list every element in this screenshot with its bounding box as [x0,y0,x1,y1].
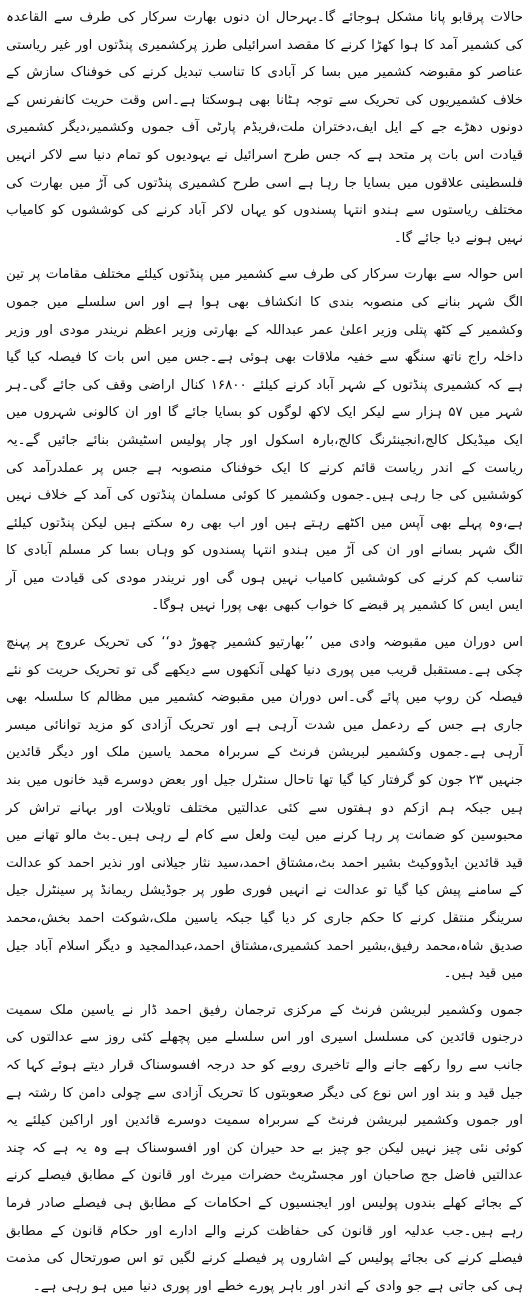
article-paragraph-4: جموں وکشمیر لبریشن فرنٹ کے مرکزی ترجمان رفیق احمد ڈار نے یاسین ملک سمیت درجنوں قائدین کی مسلسل اسیری اور اس سلسلے میں پچھلے کئی روز سے عدالتوں کی جانب سے روا رکھے جانے والے تاخیری رویے کو حد درجہ افسوسناک قرار دیتے ہوئے کہا کہ جیل قید و بند اور اس نوع کی دیگر صعوبتوں کا تحریک آزادی سے چولی دامن کا رشتہ ہے اور جموں وکشمیر لبریشن فرنٹ کے سربراہ سمیت دوسرے قائدین اور اراکین کیلئے یہ کوئی نئی چیز نہیں لیکن جو چیز بے حد حیران کن اور افسوسناک ہے وہ یہ ہے کہ چند عدالتیں فاضل جج صاحبان اور مجسٹریٹ حضرات میرٹ اور قانون کے مطابق فیصلے کرنے کے بجائے کھلے بندوں پولیس اور ایجنسیوں کے احکامات کے مطابق ہی فیصلے صادر فرما رہے ہیں۔جب عدلیہ اور قانون کی حفاظت کرنے والے ادارے اور حکام قانون کے مطابق فیصلے کرنے کی بجائے پولیس کے اشاروں پر فیصلے کرنے لگیں تو اس صورتحال کی مذمت ہی کی جاتی ہے جو وادی کے اندر اور باہر پورے خطے اور پوری دنیا میں ہو رہی ہے۔ [6,1002,523,1294]
article-paragraph-3: اس دوران میں مقبوضہ وادی میں ’’بھارتیو کشمیر چھوڑ دو‘‘ کی تحریک عروج پر پہنچ چکی ہے۔مستقبل قریب میں پوری دنیا کھلی آنکھوں سے دیکھے گی تو تحریک حریت کو نئے فیصلہ کن روپ میں پائے گی۔اس دوران میں مقبوضہ کشمیر میں مظالم کا سلسلہ بھی جاری ہے جس کے ردعمل میں شدت آرہی ہے اور تحریک آزادی کو مزید توانائی میسر آرہی ہے۔جموں وکشمیر لبریشن فرنٹ کے سربراہ محمد یاسین ملک اور دیگر قائدین جنہیں ۲۳ جون کو گرفتار کیا گیا تھا تاحال سنٹرل جیل اور بعض دوسرے قید خانوں میں بند ہیں جبکہ ہم ازکم دو ہفتوں سے کئی عدالتیں مختلف تاویلات اور بہانے تراش کر محبوسین کو ضمانت پر رہا کرنے میں لیت ولعل سے کام لے رہی ہیں۔بٹ مالو تھانے میں قید قائدین ایڈووکیٹ بشیر احمد بٹ،مشتاق احمد،سید نثار جیلانی اور نذیر احمد کو عدالت کے سامنے پیش کیا گیا تو عدالت نے انہیں فوری طور پر جوڈیشل ریمانڈ پر سینٹرل جیل سرینگر منتقل کرنے کا حکم جاری کر دیا گیا جبکہ یاسین ملک،شوکت احمد بخش،محمد صدیق شاہ،محمد رفیق،بشیر احمد کشمیری،مشتاق احمد،عبدالمجید و دیگر اسلام آباد جیل میں قید ہیں۔ [6,635,524,982]
article-paragraph-2: اس حوالہ سے بھارت سرکار کی طرف سے کشمیر میں پنڈتوں کیلئے مختلف مقامات پر تین الگ شہر بنانے کی منصوبہ بندی کا انکشاف بھی ہوا ہے اور اس سلسلے میں جموں وکشمیر کے کٹھ پتلی وزیر اعلیٰ عمر عبداللہ کے بھارتی وزیر اعظم نریندر مودی اور وزیر داخلہ راج ناتھ سنگھ سے خفیہ ملاقات بھی ہوئی ہے۔جس میں اس بات کا فیصلہ کیا گیا ہے کہ کشمیری پنڈتوں کے شہر آباد کرنے کیلئے ۱۶۸۰۰ کنال اراضی وقف کی جائے گی۔ہر شہر میں ۵۷ ہزار سے لیکر ایک لاکھ لوگوں کو بسایا جائے گا اور ان کالونی شہروں میں ایک میڈیکل کالج،انجینئرنگ کالج،بارہ اسکول اور چار پولیس اسٹیشن بنائے جائیں گے۔یہ ریاست کے اندر ریاست قائم کرنے کا ایک خوفناک منصوبہ ہے جس پر عملدرآمد کی کوششیں کی جا رہی ہیں۔جموں وکشمیر کا کوئی مسلمان پنڈتوں کی آمد کے خلاف نہیں ہے،وہ پہلے بھی آپس میں اکٹھے رہتے ہیں اور اب بھی رہ سکتے ہیں لیکن پنڈتوں کیلئے الگ شہر بسانے اور ان کی آڑ میں ہندو انتہا پسندوں کو وہاں بسا کر مسلم آبادی کا تناسب کم کرنے کی کوششیں کامیاب نہیں ہوں گی اور نریندر مودی کی قیادت میں آر ایس ایس کا کشمیر پر قبضے کا خواب کبھی بھی پورا نہیں ہوگا۔ [6,267,524,614]
article-paragraph-1: حالات پرقابو پانا مشکل ہوجائے گا۔بہرحال ان دنوں بھارت سرکار کی طرف سے القاعدہ کی کشمیر آمد کا ہوا کھڑا کرنے کا مقصد اسرائیلی طرز پرکشمیری پنڈتوں اور غیر ریاستی عناصر کو مقبوضہ کشمیر میں بسا کر آبادی کا تناسب تبدیل کرنے کی خوفناک سازش کے خلاف کشمیریوں کی تحریک سے توجہ ہٹانا بھی ہوسکتا ہے۔اس وقت حریت کانفرنس کے دونوں دھڑے جے کے ایل ایف،دختران ملت،فریڈم پارٹی آف جموں وکشمیر،دیگر کشمیری قیادت اس بات پر متحد ہے کہ جس طرح اسرائیل نے یہودیوں کو تمام دنیا سے لاکر انہیں فلسطینی علاقوں میں بسایا جا رہا ہے اسی طرح کشمیری پنڈتوں کی آڑ میں بھارت کی مختلف ریاستوں سے ہندو انتہا پسندوں کو یہاں لاکر آباد کرنے کی کوششوں کو کامیاب نہیں ہونے دیا جائے گا۔ [6,10,523,246]
